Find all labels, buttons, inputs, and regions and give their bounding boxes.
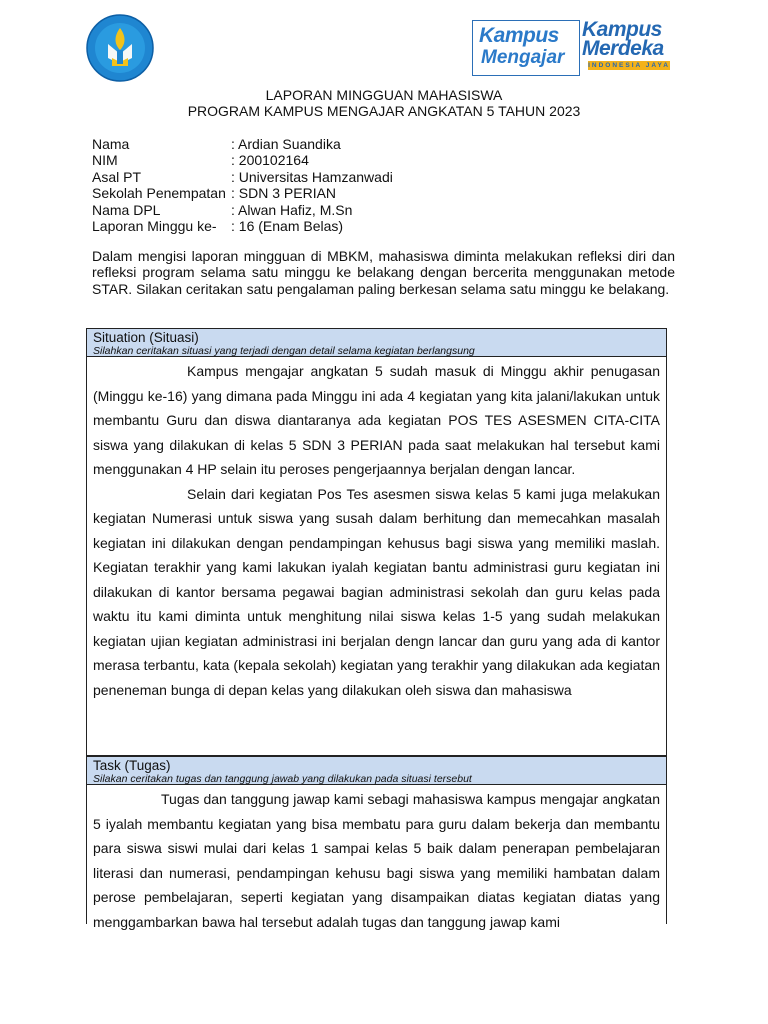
- kampus-merdeka-logo: Kampus Merdeka INDONESIA JAYA: [582, 18, 670, 69]
- situation-subheading: Silahkan ceritakan situasi yang terjadi dengan detail selama kegiatan berlangsung: [93, 345, 475, 357]
- task-paragraph: Tugas dan tanggung jawap kami sebagi mahasiswa kampus mengajar angkatan 5 iyalah membantu kegiatan yang bisa membatu para guru dalam bekerja dan membantu para siswa siswi mulai dari kelas 1 sampai kelas 5 baik dalam penerapan pembelajaran literasi dan numerasi, pendampingan kehusu bagi siswa yang memiliki hambatan dalam perose pembelajaran, seperti kegiatan yang disampaikan diatas kegiatan diatas yang menggambarkan bawa hal tersebut adalah tugas dan tanggung jawap kami: [93, 791, 660, 930]
- intro-paragraph: Dalam mengisi laporan mingguan di MBKM, mahasiswa diminta melakukan refleksi diri dan refleksi program selama satu minggu ke belakang dengan bercerita menggunakan metode STAR. Silakan ceritakan satu pengalaman paling berkesan selama satu minggu ke belakang.: [92, 248, 675, 297]
- task-section: [86, 756, 667, 930]
- situation-paragraph: Selain dari kegiatan Pos Tes asesmen siswa kelas 5 kami juga melakukan kegiatan Numerasi untuk siswa yang susah dalam berhitung dan memecahkan masalah kegiatan ini dilakukan dengan pendampingan kehusus bagi siswa yang memiliki maslah. Kegiatan terakhir yang kami lakukan iyalah kegiatan bantu administrasi guru kegiatan ini dilakukan di kantor bersama pegawai bagian administrasi sekolah dan guru kelas pada waktu itu kami diminta untuk menghitung nilai siswa kelas 1-5 yang sudah melakukan kegiatan ujian kegiatan administrasi ini berjalan dengn lancar dan guru yang ada di kantor merasa terbantu, kata (kepala sekolah) kegiatan yang terakhir yang dilakukan ada kegiatan peneneman bunga di depan kelas yang dilakukan oleh siswa dan mahasiswa: [93, 485, 660, 698]
- situation-body: [87, 357, 666, 702]
- identity-row: Laporan Minggu ke- : 16 (Enam Belas): [92, 218, 344, 235]
- identity-row: Sekolah Penempatan : SDN 3 PERIAN: [92, 185, 337, 202]
- identity-row: NIM : 200102164: [92, 152, 309, 169]
- task-subheading: Silakan ceritakan tugas dan tanggung jawab yang dilakukan pada situasi tersebut: [93, 773, 472, 785]
- identity-row: Nama DPL : Alwan Hafiz, M.Sn: [92, 201, 353, 218]
- report-title: LAPORAN MINGGUAN MAHASISWA: [265, 87, 503, 103]
- kampus-mengajar-logo: Kampus Mengajar: [472, 20, 580, 76]
- identity-block: [92, 136, 393, 234]
- situation-header: [87, 329, 666, 357]
- task-heading: Task (Tugas): [93, 758, 171, 773]
- identity-row: Asal PT : Universitas Hamzanwadi: [92, 168, 393, 185]
- tut-wuri-handayani-logo: [86, 14, 154, 82]
- situation-heading: Situation (Situasi): [93, 330, 199, 345]
- identity-row: Nama : Ardian Suandika: [92, 136, 341, 152]
- program-title: PROGRAM KAMPUS MENGAJAR ANGKATAN 5 TAHUN 2023: [187, 103, 581, 119]
- task-body: [87, 785, 666, 934]
- situation-paragraph: Kampus mengajar angkatan 5 sudah masuk di Minggu akhir penugasan (Minggu ke-16) yang dimana pada Minggu ini ada 4 kegiatan yang kita jalani/lakukan untuk membantu Guru dan diswa diantaranya ada kegiatan POS TES ASESMEN CITA-CITA siswa yang dilakukan di kelas 5 SDN 3 PERIAN pada saat melakukan hal tersebut kami menggunakan 4 HP selain itu peroses pengerjaannya berjalan dengan lancar.: [93, 363, 660, 477]
- task-header: [87, 757, 666, 785]
- situation-section: [86, 328, 667, 756]
